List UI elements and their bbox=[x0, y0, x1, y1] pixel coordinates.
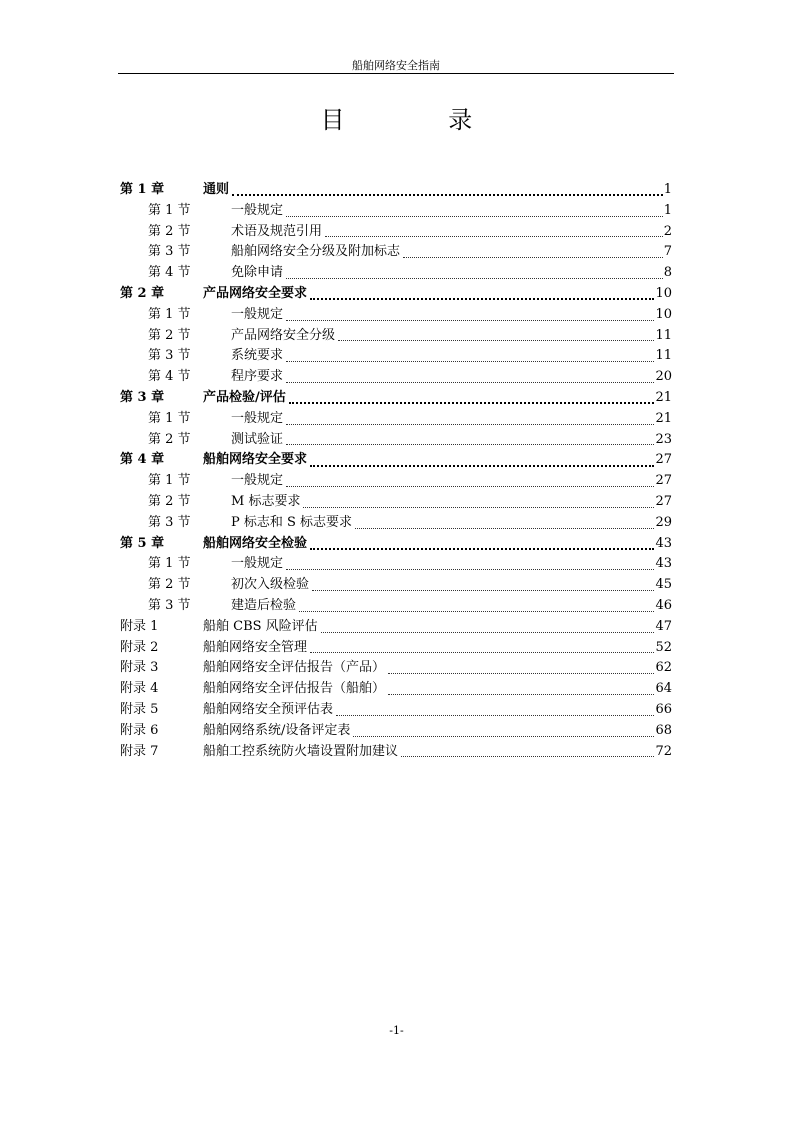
toc-entry-title: 一般规定 bbox=[231, 202, 284, 218]
toc-entry-number: 第 1 节 bbox=[148, 202, 191, 218]
toc-entry-page: 64 bbox=[655, 681, 672, 697]
toc-entry-page: 66 bbox=[655, 701, 672, 717]
toc-entry-page: 1 bbox=[663, 202, 672, 218]
toc-entry-number: 第 3 章 bbox=[120, 389, 165, 405]
toc-leader-dots bbox=[312, 578, 654, 591]
toc-leader-dots bbox=[286, 432, 654, 445]
toc-section-entry[interactable] bbox=[120, 430, 672, 451]
toc-appendix-entry[interactable] bbox=[120, 742, 672, 763]
toc-leader-dots bbox=[353, 724, 654, 737]
toc-entry-title: 产品网络安全要求 bbox=[203, 285, 308, 301]
toc-entry-page: 27 bbox=[655, 473, 672, 489]
toc-entry-page: 29 bbox=[655, 514, 672, 530]
page-title: 目 录 bbox=[320, 106, 521, 134]
toc-section-entry[interactable] bbox=[120, 326, 672, 347]
toc-appendix-entry[interactable] bbox=[120, 721, 672, 742]
toc-entry-title: 船舶网络安全评估报告（产品） bbox=[203, 660, 386, 676]
toc-entry-title: 船舶网络安全预评估表 bbox=[203, 701, 334, 717]
running-header: 船舶网络安全指南 bbox=[352, 59, 440, 72]
toc-entry-title: 一般规定 bbox=[231, 306, 284, 322]
toc-entry-title: 船舶网络安全管理 bbox=[203, 639, 308, 655]
toc-appendix-entry[interactable] bbox=[120, 700, 672, 721]
toc-entry-title: P 标志和 S 标志要求 bbox=[231, 514, 353, 530]
toc-entry-number: 第 2 节 bbox=[148, 577, 191, 593]
toc-entry-number: 第 2 节 bbox=[148, 493, 191, 509]
toc-entry-title: 船舶工控系统防火墙设置附加建议 bbox=[203, 743, 399, 759]
toc-section-entry[interactable] bbox=[120, 201, 672, 222]
toc-section-entry[interactable] bbox=[120, 367, 672, 388]
toc-entry-number: 第 3 节 bbox=[148, 514, 191, 530]
toc-leader-dots bbox=[321, 620, 655, 633]
toc-section-entry[interactable] bbox=[120, 513, 672, 534]
toc-entry-number: 第 1 章 bbox=[120, 182, 165, 197]
toc-section-entry[interactable] bbox=[120, 263, 672, 284]
toc-leader-dots bbox=[303, 495, 654, 508]
toc-entry-number: 附录 6 bbox=[120, 722, 159, 738]
toc-entry-title: 船舶网络安全检验 bbox=[203, 535, 308, 551]
toc-appendix-entry[interactable] bbox=[120, 638, 672, 659]
toc-entry-page: 20 bbox=[655, 369, 672, 385]
toc-section-entry[interactable] bbox=[120, 409, 672, 430]
toc-leader-dots bbox=[388, 661, 654, 674]
toc-entry-title: 初次入级检验 bbox=[231, 577, 310, 593]
toc-entry-number: 第 5 章 bbox=[120, 535, 165, 551]
toc-entry-number: 第 3 节 bbox=[148, 348, 191, 364]
toc-entry-page: 46 bbox=[655, 597, 672, 613]
toc-section-entry[interactable] bbox=[120, 575, 672, 596]
toc-leader-dots bbox=[310, 453, 654, 467]
toc-leader-dots bbox=[310, 536, 654, 550]
toc-entry-number: 第 3 节 bbox=[148, 244, 191, 260]
toc-entry-title: 船舶 CBS 风险评估 bbox=[203, 618, 318, 634]
toc-leader-dots bbox=[232, 182, 663, 196]
toc-entry-title: 免除申请 bbox=[231, 265, 284, 281]
toc-section-entry[interactable] bbox=[120, 554, 672, 575]
toc-leader-dots bbox=[310, 286, 654, 300]
toc-leader-dots bbox=[289, 390, 655, 404]
toc-appendix-entry[interactable] bbox=[120, 658, 672, 679]
toc-leader-dots bbox=[401, 744, 654, 757]
toc-chapter-entry[interactable] bbox=[120, 180, 672, 201]
toc-appendix-entry[interactable] bbox=[120, 617, 672, 638]
toc-entry-title: 通则 bbox=[203, 182, 230, 197]
toc-section-entry[interactable] bbox=[120, 242, 672, 263]
toc-entry-page: 68 bbox=[655, 722, 672, 738]
toc-entry-page: 11 bbox=[655, 327, 672, 343]
toc-leader-dots bbox=[286, 308, 654, 321]
toc-entry-number: 第 2 节 bbox=[148, 431, 191, 447]
toc-entry-number: 附录 3 bbox=[120, 660, 159, 676]
toc-entry-page: 27 bbox=[655, 452, 672, 468]
toc-leader-dots bbox=[403, 245, 663, 258]
toc-section-entry[interactable] bbox=[120, 346, 672, 367]
toc-section-entry[interactable] bbox=[120, 596, 672, 617]
toc-entry-page: 52 bbox=[655, 639, 672, 655]
toc-entry-number: 第 2 章 bbox=[120, 285, 165, 301]
toc-entry-page: 21 bbox=[655, 410, 672, 426]
toc-appendix-entry[interactable] bbox=[120, 679, 672, 700]
toc-entry-page: 11 bbox=[655, 348, 672, 364]
table-of-contents bbox=[120, 180, 672, 762]
toc-leader-dots bbox=[286, 266, 663, 279]
toc-entry-page: 8 bbox=[663, 265, 672, 281]
toc-chapter-entry[interactable] bbox=[120, 450, 672, 471]
toc-leader-dots bbox=[338, 328, 654, 341]
toc-entry-title: 系统要求 bbox=[231, 348, 284, 364]
toc-leader-dots bbox=[336, 703, 654, 716]
toc-entry-title: 建造后检验 bbox=[231, 597, 297, 613]
toc-entry-title: 产品检验/评估 bbox=[203, 389, 286, 405]
toc-leader-dots bbox=[388, 682, 654, 695]
toc-chapter-entry[interactable] bbox=[120, 284, 672, 305]
toc-entry-page: 21 bbox=[655, 389, 672, 405]
toc-entry-page: 23 bbox=[655, 431, 672, 447]
toc-leader-dots bbox=[286, 349, 654, 362]
toc-entry-number: 第 4 节 bbox=[148, 369, 191, 385]
toc-entry-page: 7 bbox=[663, 244, 672, 260]
toc-entry-title: 术语及规范引用 bbox=[231, 223, 323, 239]
toc-entry-number: 附录 1 bbox=[120, 618, 159, 634]
toc-entry-page: 2 bbox=[663, 223, 672, 239]
toc-leader-dots bbox=[286, 412, 654, 425]
toc-entry-title: 一般规定 bbox=[231, 410, 284, 426]
toc-entry-number: 附录 2 bbox=[120, 639, 159, 655]
toc-entry-title: 一般规定 bbox=[231, 473, 284, 489]
toc-entry-title: 产品网络安全分级 bbox=[231, 327, 336, 343]
toc-entry-title: 船舶网络安全评估报告（船舶） bbox=[203, 681, 386, 697]
toc-entry-number: 第 4 节 bbox=[148, 265, 191, 281]
toc-entry-number: 附录 4 bbox=[120, 681, 159, 697]
toc-entry-number: 第 3 节 bbox=[148, 597, 191, 613]
toc-entry-page: 43 bbox=[655, 556, 672, 572]
toc-section-entry[interactable] bbox=[120, 305, 672, 326]
toc-entry-page: 27 bbox=[655, 493, 672, 509]
toc-entry-page: 10 bbox=[655, 285, 672, 301]
toc-section-entry[interactable] bbox=[120, 492, 672, 513]
toc-entry-number: 第 1 节 bbox=[148, 556, 191, 572]
toc-leader-dots bbox=[286, 557, 654, 570]
toc-leader-dots bbox=[286, 204, 663, 217]
page-number: -1- bbox=[389, 1024, 404, 1037]
toc-entry-number: 第 1 节 bbox=[148, 410, 191, 426]
toc-entry-page: 72 bbox=[655, 743, 672, 759]
toc-chapter-entry[interactable] bbox=[120, 388, 672, 409]
toc-leader-dots bbox=[310, 640, 654, 653]
toc-entry-number: 第 4 章 bbox=[120, 452, 165, 468]
toc-entry-number: 附录 5 bbox=[120, 701, 159, 717]
toc-section-entry[interactable] bbox=[120, 471, 672, 492]
toc-chapter-entry[interactable] bbox=[120, 534, 672, 555]
toc-entry-page: 62 bbox=[655, 660, 672, 676]
toc-entry-page: 45 bbox=[655, 577, 672, 593]
toc-leader-dots bbox=[286, 370, 654, 383]
toc-entry-number: 附录 7 bbox=[120, 743, 159, 759]
toc-entry-title: M 标志要求 bbox=[231, 493, 301, 509]
toc-entry-title: 一般规定 bbox=[231, 556, 284, 572]
toc-entry-page: 1 bbox=[663, 182, 672, 197]
toc-leader-dots bbox=[325, 224, 663, 237]
toc-entry-number: 第 1 节 bbox=[148, 306, 191, 322]
toc-leader-dots bbox=[355, 516, 654, 529]
toc-entry-title: 船舶网络系统/设备评定表 bbox=[203, 722, 351, 738]
toc-entry-title: 测试验证 bbox=[231, 431, 284, 447]
toc-entry-number: 第 2 节 bbox=[148, 327, 191, 343]
header-divider bbox=[118, 73, 674, 74]
toc-entry-page: 43 bbox=[655, 535, 672, 551]
toc-entry-page: 47 bbox=[655, 618, 672, 634]
toc-entry-title: 程序要求 bbox=[231, 369, 284, 385]
toc-entry-number: 第 1 节 bbox=[148, 473, 191, 489]
toc-leader-dots bbox=[286, 474, 654, 487]
toc-entry-page: 10 bbox=[655, 306, 672, 322]
toc-entry-title: 船舶网络安全分级及附加标志 bbox=[231, 244, 401, 260]
toc-leader-dots bbox=[299, 599, 654, 612]
toc-section-entry[interactable] bbox=[120, 222, 672, 243]
toc-entry-number: 第 2 节 bbox=[148, 223, 191, 239]
toc-entry-title: 船舶网络安全要求 bbox=[203, 452, 308, 468]
